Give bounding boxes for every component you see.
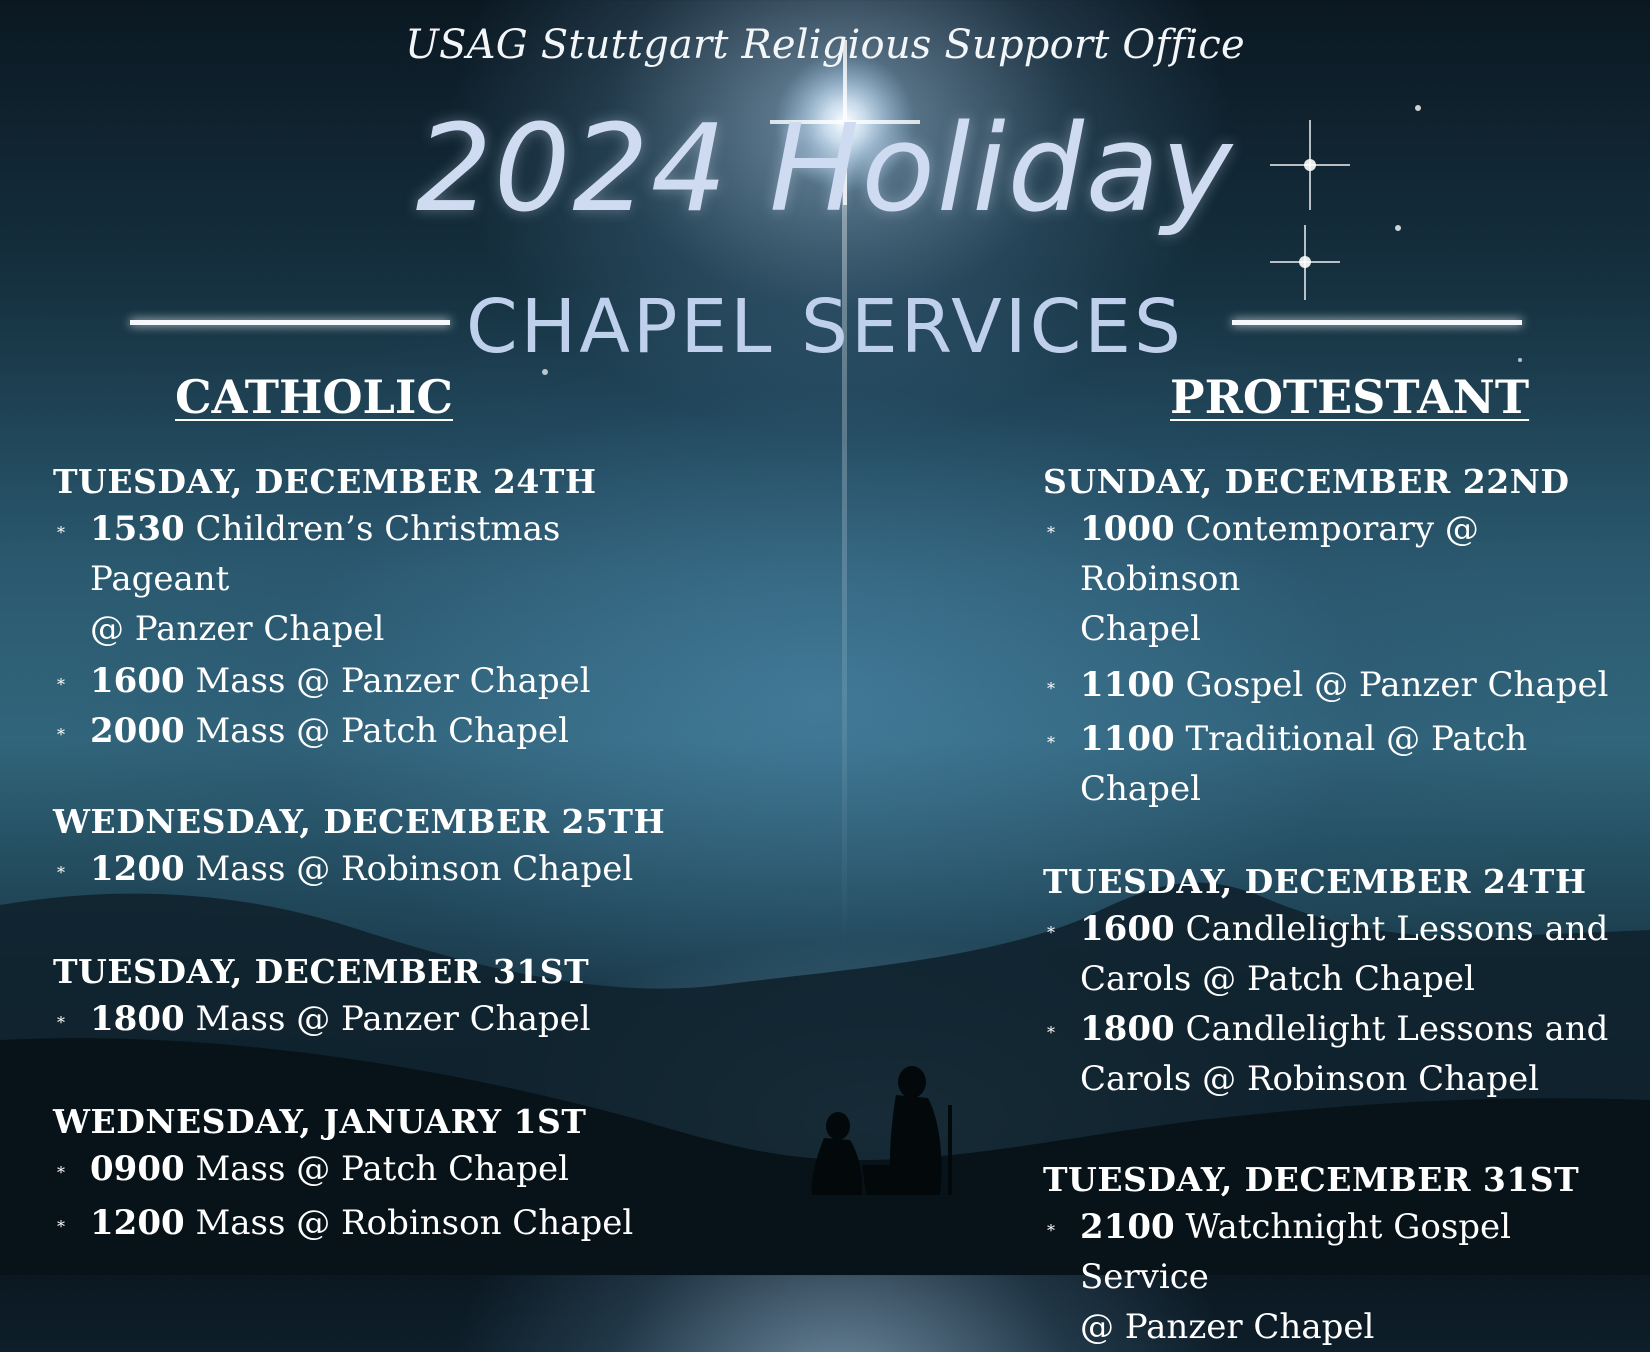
- bullet-icon: *: [1047, 523, 1055, 542]
- bullet-icon: *: [1047, 923, 1055, 942]
- bullet-icon: *: [57, 523, 65, 542]
- day-heading: TUESDAY, DECEMBER 24TH: [53, 462, 597, 501]
- service-description: Mass @ Robinson Chapel: [184, 1203, 634, 1243]
- service-time: 1200: [90, 849, 185, 889]
- day-heading: TUESDAY, DECEMBER 31ST: [1043, 1160, 1580, 1199]
- service-item: [53, 994, 693, 1044]
- day-heading: WEDNESDAY, JANUARY 1ST: [53, 1102, 587, 1141]
- day-heading: SUNDAY, DECEMBER 22ND: [1043, 462, 1570, 501]
- service-description: Mass @ Robinson Chapel: [184, 849, 634, 889]
- day-heading: TUESDAY, DECEMBER 31ST: [53, 952, 590, 991]
- service-item: [53, 844, 693, 894]
- service-time: 1800: [1080, 1009, 1175, 1049]
- service-item: [53, 1198, 693, 1248]
- service-time: 2100: [1080, 1207, 1175, 1247]
- service-item: [1043, 714, 1643, 814]
- service-description-cont: @ Panzer Chapel: [90, 609, 385, 649]
- service-item: [1043, 1004, 1643, 1104]
- service-item: [1043, 904, 1643, 1004]
- service-time: 1530: [90, 509, 185, 549]
- service-description: Candlelight Lessons and: [1174, 909, 1609, 949]
- catholic-heading: CATHOLIC: [175, 370, 454, 424]
- service-time: 2000: [90, 711, 185, 751]
- right-divider: [1232, 320, 1522, 325]
- day-heading: TUESDAY, DECEMBER 24TH: [1043, 862, 1587, 901]
- service-item: [1043, 660, 1643, 710]
- service-item: [53, 706, 693, 756]
- service-time: 1200: [90, 1203, 185, 1243]
- page-subtitle: CHAPEL SERVICES: [465, 284, 1184, 370]
- bullet-icon: *: [1047, 1023, 1055, 1042]
- bullet-icon: *: [57, 1013, 65, 1032]
- service-time: 1000: [1080, 509, 1175, 549]
- service-description: Children’s Christmas Pageant: [90, 509, 561, 599]
- bullet-icon: *: [1047, 733, 1055, 752]
- service-time: 1100: [1080, 665, 1175, 705]
- bullet-icon: *: [57, 1217, 65, 1236]
- service-item: [53, 504, 693, 654]
- service-time: 0900: [90, 1149, 185, 1189]
- protestant-heading: PROTESTANT: [1170, 370, 1530, 424]
- service-description: Contemporary @ Robinson: [1080, 509, 1479, 599]
- service-description: Gospel @ Panzer Chapel: [1174, 665, 1609, 705]
- day-heading: WEDNESDAY, DECEMBER 25TH: [53, 802, 666, 841]
- service-description: Mass @ Patch Chapel: [184, 1149, 570, 1189]
- service-item: [53, 656, 693, 706]
- service-description: Candlelight Lessons and: [1174, 1009, 1609, 1049]
- organization-name: USAG Stuttgart Religious Support Office: [405, 22, 1245, 68]
- bullet-icon: *: [57, 1163, 65, 1182]
- service-description: Mass @ Panzer Chapel: [184, 661, 591, 701]
- bullet-icon: *: [57, 675, 65, 694]
- bullet-icon: *: [1047, 1221, 1055, 1240]
- bullet-icon: *: [1047, 679, 1055, 698]
- service-time: 1600: [1080, 909, 1175, 949]
- service-description: Watchnight Gospel Service: [1080, 1207, 1512, 1297]
- service-description: Mass @ Patch Chapel: [184, 711, 570, 751]
- service-description-cont: Carols @ Patch Chapel: [1080, 959, 1475, 999]
- service-description: Traditional @ Patch Chapel: [1080, 719, 1528, 809]
- service-item: [53, 1144, 693, 1194]
- service-description-cont: @ Panzer Chapel: [1080, 1307, 1375, 1347]
- service-item: [1043, 1202, 1643, 1352]
- bullet-icon: *: [57, 863, 65, 882]
- service-time: 1800: [90, 999, 185, 1039]
- service-description-cont: Chapel: [1080, 609, 1201, 649]
- service-description-cont: Carols @ Robinson Chapel: [1080, 1059, 1540, 1099]
- service-time: 1600: [90, 661, 185, 701]
- bullet-icon: *: [57, 725, 65, 744]
- protestant-schedule: [1043, 460, 1643, 1352]
- service-time: 1100: [1080, 719, 1175, 759]
- service-description: Mass @ Panzer Chapel: [184, 999, 591, 1039]
- catholic-schedule: [53, 460, 693, 1248]
- service-item: [1043, 504, 1643, 654]
- page-title: 2024 Holiday: [415, 100, 1235, 239]
